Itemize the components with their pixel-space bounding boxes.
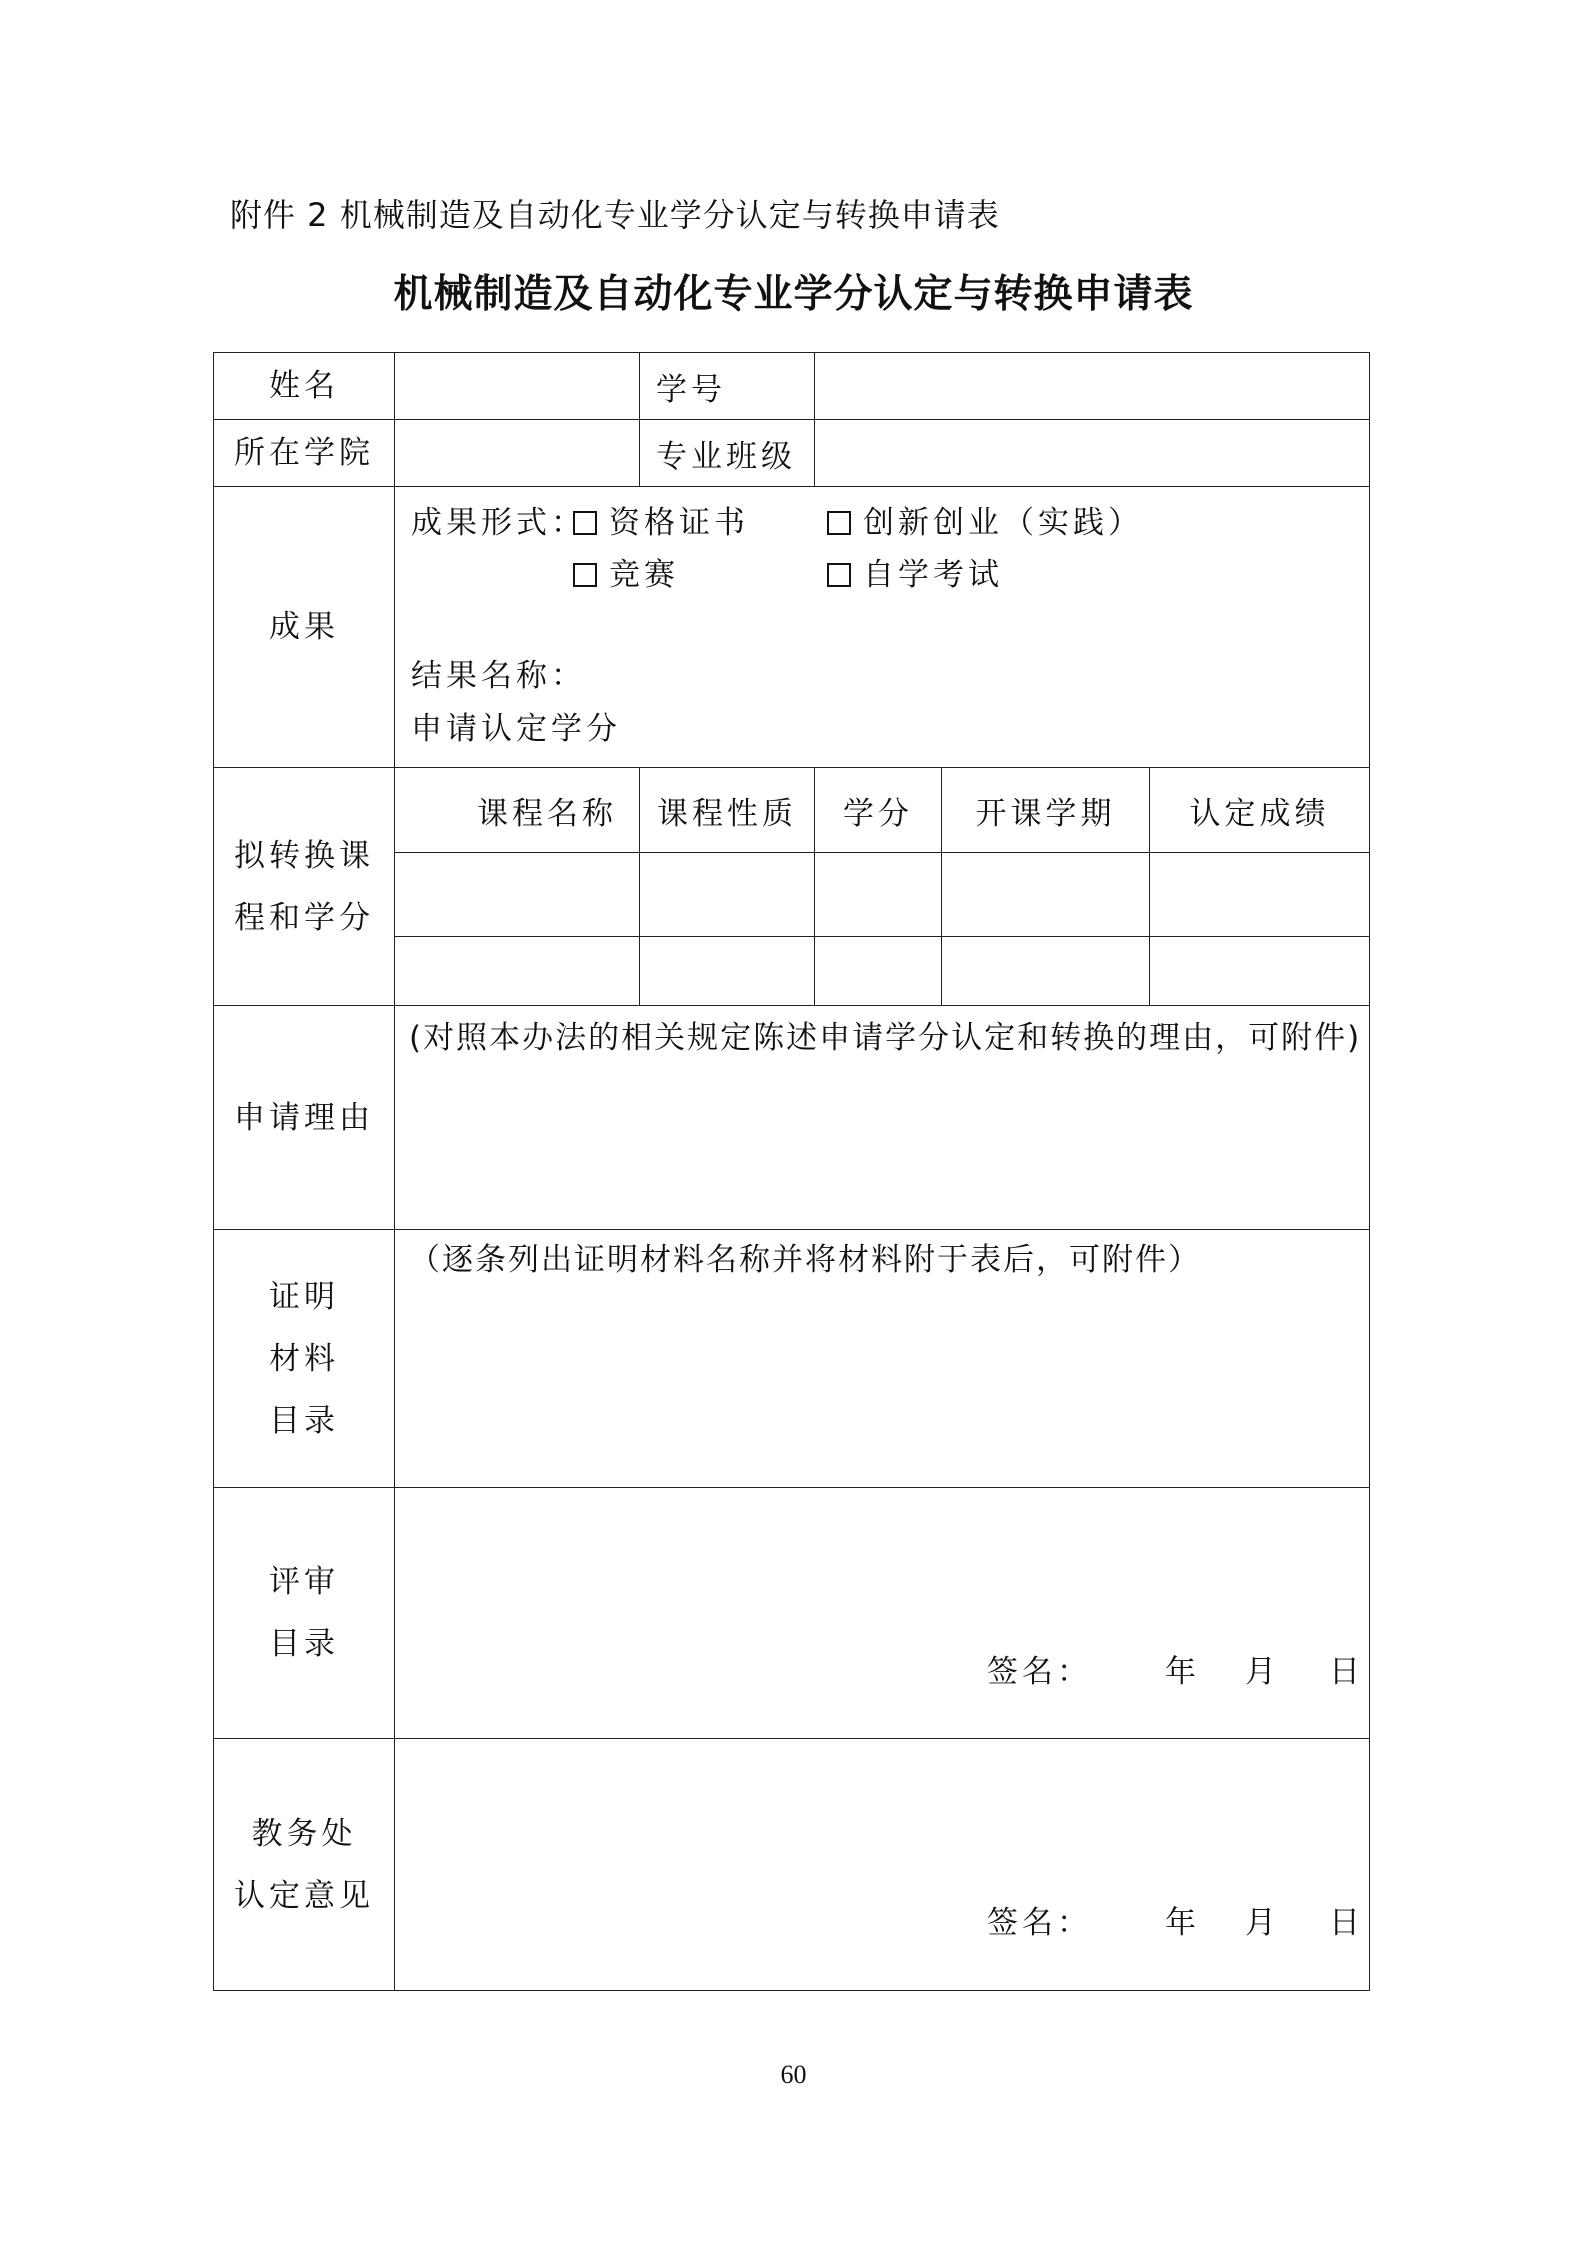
credit-request-label: 申请认定学分 <box>411 711 621 747</box>
review-year-label: 年 <box>1165 1654 1200 1690</box>
review-day-label: 日 <box>1329 1654 1364 1690</box>
reason-label: 申请理由 <box>214 1006 395 1230</box>
achievement-form-label: 成果形式： <box>411 505 586 541</box>
office-day-label: 日 <box>1329 1905 1364 1941</box>
evidence-label: 证明 材料 目录 <box>214 1230 395 1488</box>
course-name-cell[interactable] <box>395 853 640 937</box>
class-label: 专业班级 <box>640 420 815 487</box>
header-course-name: 课程名称 <box>395 768 640 853</box>
checkbox-icon[interactable] <box>573 563 597 587</box>
grade-cell[interactable] <box>1150 937 1370 1006</box>
header-semester: 开课学期 <box>942 768 1150 853</box>
class-field[interactable] <box>815 420 1370 487</box>
student-id-field[interactable] <box>815 353 1370 420</box>
option-competition[interactable]: 竞赛 <box>573 549 679 594</box>
review-sign-label: 签名： <box>987 1654 1092 1690</box>
semester-cell[interactable] <box>942 937 1150 1006</box>
page-number: 60 <box>780 2060 807 2089</box>
course-name-cell[interactable] <box>395 937 640 1006</box>
office-month-label: 月 <box>1245 1905 1280 1941</box>
course-type-cell[interactable] <box>640 853 815 937</box>
student-id-label: 学号 <box>640 353 815 420</box>
office-label: 教务处 认定意见 <box>214 1739 395 1991</box>
option-certificate[interactable]: 资格证书 <box>573 497 749 542</box>
evidence-hint: （逐条列出证明材料名称并将材料附于表后，可附件） <box>409 1242 1201 1278</box>
course-type-cell[interactable] <box>640 937 815 1006</box>
header-course-type: 课程性质 <box>640 768 815 853</box>
evidence-field[interactable] <box>395 1230 1370 1488</box>
name-label: 姓名 <box>214 353 395 420</box>
header-credit: 学分 <box>815 768 942 853</box>
reason-hint: (对照本办法的相关规定陈述申请学分认定和转换的理由，可附件) <box>409 1020 1362 1056</box>
college-field[interactable] <box>395 420 640 487</box>
semester-cell[interactable] <box>942 853 1150 937</box>
checkbox-icon[interactable] <box>827 511 851 535</box>
office-sign-label: 签名： <box>987 1905 1092 1941</box>
achievement-label: 成果 <box>214 487 395 768</box>
credit-cell[interactable] <box>815 853 942 937</box>
credit-cell[interactable] <box>815 937 942 1006</box>
option-self-study-exam[interactable]: 自学考试 <box>827 549 1003 594</box>
reason-field[interactable] <box>395 1006 1370 1230</box>
attachment-caption: 附件 2 机械制造及自动化专业学分认定与转换申请表 <box>230 196 1000 234</box>
review-month-label: 月 <box>1245 1654 1280 1690</box>
review-field[interactable] <box>395 1488 1370 1739</box>
checkbox-icon[interactable] <box>573 511 597 535</box>
office-year-label: 年 <box>1165 1905 1200 1941</box>
result-name-label: 结果名称： <box>411 658 586 694</box>
college-label: 所在学院 <box>214 420 395 487</box>
application-form-table <box>213 352 1370 1991</box>
form-title: 机械制造及自动化专业学分认定与转换申请表 <box>393 272 1194 317</box>
header-grade: 认定成绩 <box>1150 768 1370 853</box>
review-label: 评审 目录 <box>214 1488 395 1739</box>
grade-cell[interactable] <box>1150 853 1370 937</box>
office-opinion-field[interactable] <box>395 1739 1370 1991</box>
checkbox-icon[interactable] <box>827 563 851 587</box>
option-innovation[interactable]: 创新创业（实践） <box>827 497 1143 542</box>
courses-label: 拟转换课 程和学分 <box>214 768 395 1006</box>
achievement-cell <box>395 487 1370 768</box>
name-field[interactable] <box>395 353 640 420</box>
